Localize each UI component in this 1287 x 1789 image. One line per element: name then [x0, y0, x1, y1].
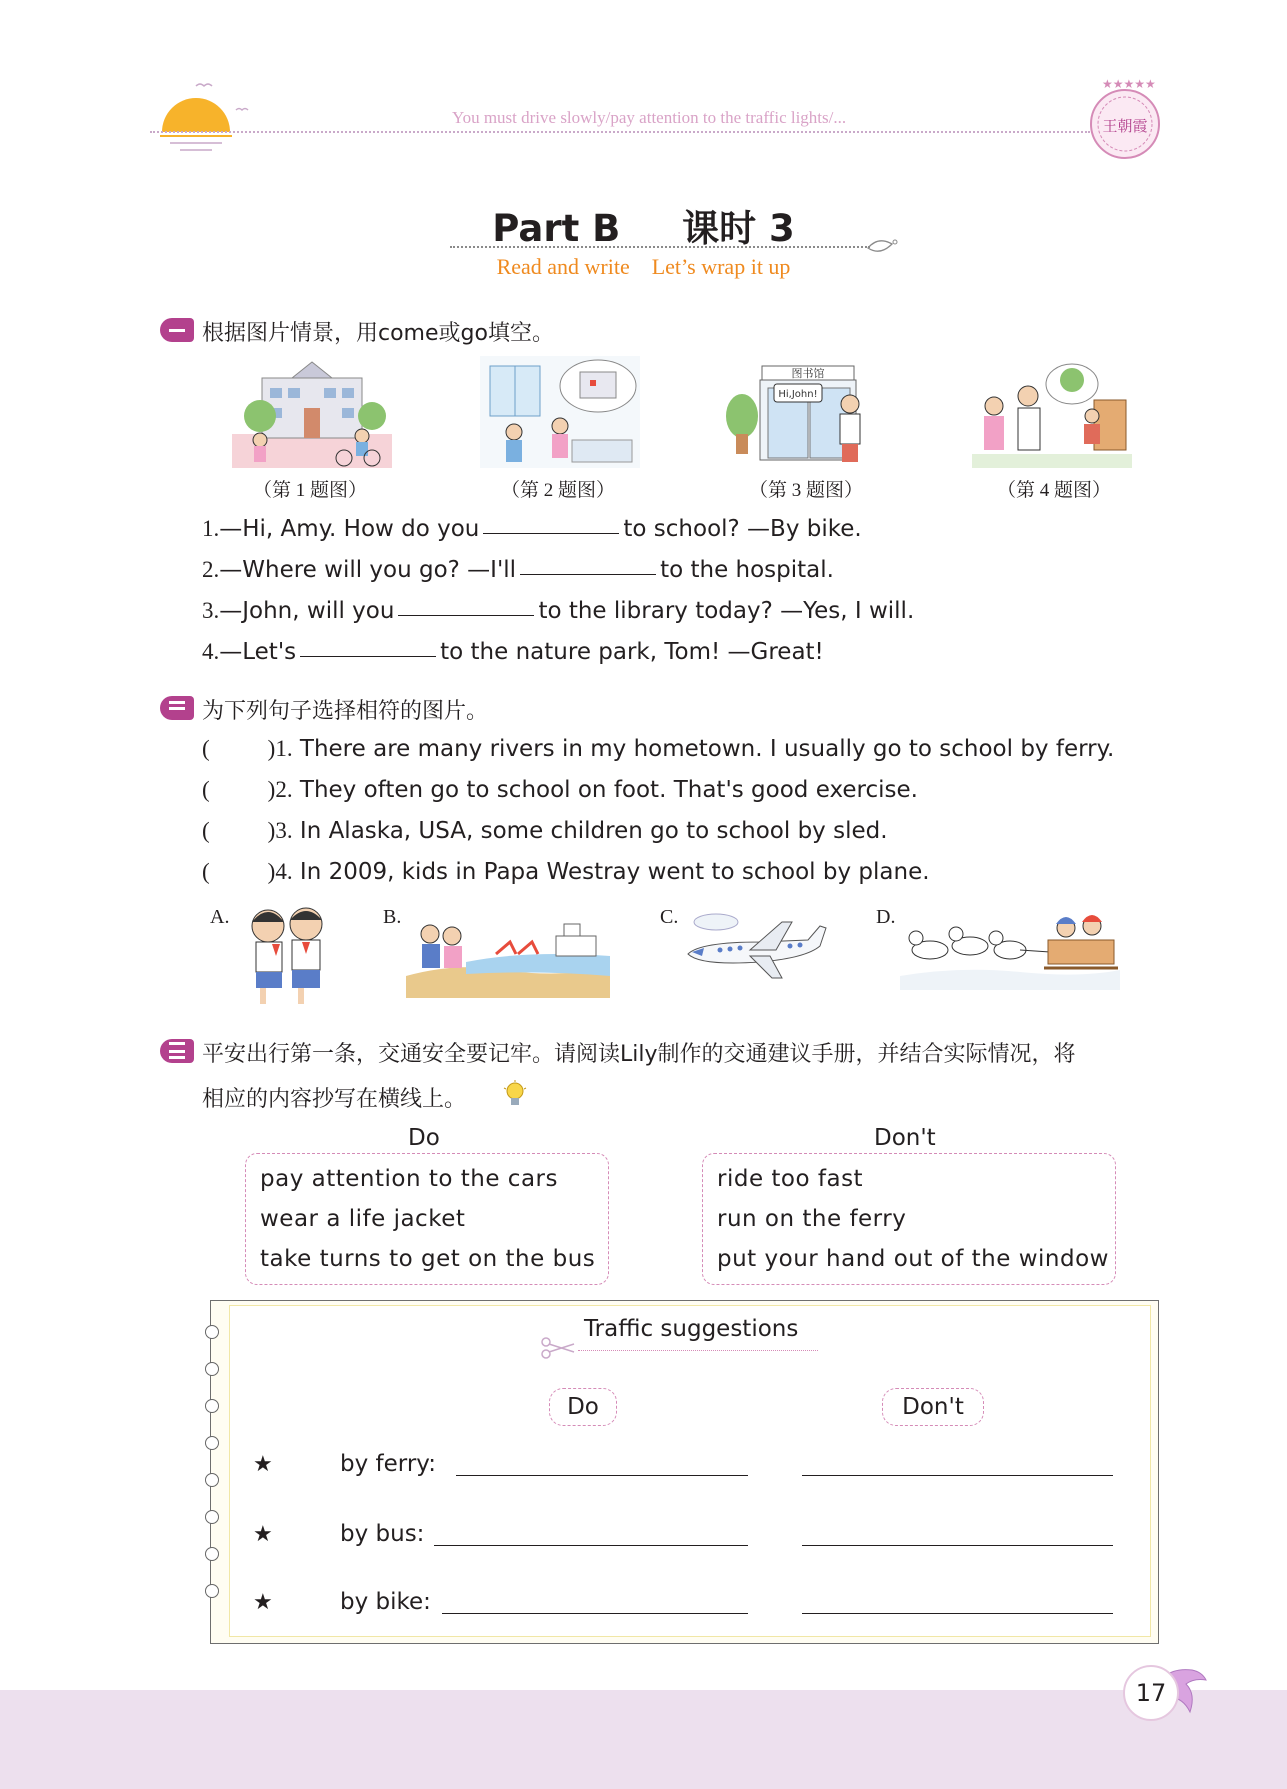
match-item-3-open: (	[202, 818, 210, 843]
option-c-label: C.	[660, 906, 679, 928]
match-item-2-open: (	[202, 777, 210, 802]
section-1-instruction: 根据图片情景，用come或go填空。	[202, 321, 554, 346]
library-sign: 图书馆	[791, 367, 825, 380]
match-item-4-text: In 2009, kids in Papa Westray went to school by plane.	[299, 859, 930, 885]
section-3-instruction-line-1: 平安出行第一条，交通安全要记牢。请阅读Lily制作的交通建议手册，并结合实际情况，将	[202, 1042, 1076, 1067]
match-item-2-text: They often go to school on foot. That's good exercise.	[299, 777, 918, 803]
row-2-star: ★	[253, 1522, 273, 1547]
row-1-dont-line[interactable]	[802, 1474, 1113, 1476]
sunset-decoration	[150, 80, 260, 155]
match-item-1-text: There are many rivers in my hometown. I usually go to school by ferry.	[299, 736, 1115, 762]
question-1-number: 1.	[202, 516, 220, 541]
header-divider	[150, 131, 1090, 133]
question-1-after: to school? —By bike.	[623, 516, 862, 542]
lesson-subtitle: Read and write Let’s wrap it up	[496, 254, 791, 279]
brand-logo-text: 王朝霞	[1102, 117, 1148, 135]
notebook-ring	[205, 1473, 219, 1487]
match-item-1	[202, 736, 1114, 762]
question-4-after: to the nature park, Tom! —Great!	[440, 639, 824, 665]
row-3-dont-line[interactable]	[802, 1612, 1113, 1614]
option-d-label: D.	[876, 906, 896, 928]
notebook-title-underline	[578, 1350, 818, 1351]
match-item-3-number: )3.	[267, 818, 293, 843]
notebook-ring	[205, 1547, 219, 1561]
notebook-ring	[205, 1510, 219, 1524]
section-2-badge	[160, 696, 194, 720]
notebook-ring	[205, 1399, 219, 1413]
question-2-number: 2.	[202, 557, 220, 582]
section-3-instruction-line-2: 相应的内容抄写在横线上。	[202, 1087, 467, 1112]
question-3-after: to the library today? —Yes, I will.	[538, 598, 915, 624]
match-item-3	[202, 818, 888, 844]
title-divider	[450, 246, 870, 248]
row-3-do-line[interactable]	[442, 1612, 748, 1614]
match-item-2-number: )2.	[267, 777, 293, 802]
question-2-blank[interactable]	[520, 573, 656, 575]
row-2-label: by bus:	[340, 1521, 425, 1547]
match-item-1-open: (	[202, 736, 210, 761]
caption-3: （第 3 题图）	[748, 480, 863, 501]
notebook-ring	[205, 1436, 219, 1450]
question-3-before: —John, will you	[219, 598, 395, 624]
scissors-icon	[540, 1336, 580, 1360]
do-title: Do	[408, 1125, 440, 1151]
option-a-walking-picture	[236, 900, 336, 1010]
notebook-do-label: Do	[549, 1388, 617, 1426]
picture-3-library	[722, 356, 888, 468]
question-3-number: 3.	[202, 598, 220, 623]
do-item-2: wear a life jacket	[260, 1206, 466, 1232]
question-4-before: —Let's	[219, 639, 297, 665]
option-b-label: B.	[383, 906, 402, 928]
option-b-ferry-picture	[406, 906, 610, 998]
picture-4-nature-park	[972, 356, 1132, 468]
caption-1: （第 1 题图）	[252, 480, 367, 501]
notebook-ring	[205, 1325, 219, 1339]
match-item-4	[202, 859, 930, 885]
lesson-title	[0, 198, 1287, 252]
dont-title: Don't	[874, 1125, 936, 1151]
match-item-4-open: (	[202, 859, 210, 884]
picture-1-school	[232, 356, 392, 468]
speech-bubble-text: Hi,John!	[778, 389, 818, 400]
dont-item-1: ride too fast	[717, 1166, 864, 1192]
dont-item-2: run on the ferry	[717, 1206, 907, 1232]
row-1-do-line[interactable]	[456, 1474, 748, 1476]
question-1-before: —Hi, Amy. How do you	[219, 516, 480, 542]
caption-2: （第 2 题图）	[500, 480, 615, 501]
row-3-label: by bike:	[340, 1589, 431, 1615]
question-3-blank[interactable]	[398, 614, 534, 616]
question-4-number: 4.	[202, 639, 220, 664]
question-1	[202, 516, 862, 542]
row-1-star: ★	[253, 1452, 273, 1477]
question-4-blank[interactable]	[300, 655, 436, 657]
match-item-1-number: )1.	[267, 736, 293, 761]
do-item-1: pay attention to the cars	[260, 1166, 558, 1192]
section-3-badge	[160, 1039, 194, 1063]
picture-2-hospital	[480, 356, 640, 468]
option-c-plane-picture	[680, 900, 830, 990]
footer-band	[0, 1690, 1287, 1789]
notebook-dont-label: Don't	[882, 1388, 984, 1426]
question-4	[202, 639, 824, 665]
question-2-after: to the hospital.	[660, 557, 834, 583]
lightbulb-icon	[502, 1080, 528, 1110]
notebook-ring	[205, 1584, 219, 1598]
title-lesson: 课时 3	[682, 207, 795, 250]
match-item-2	[202, 777, 918, 803]
section-1-badge	[160, 318, 194, 342]
question-2-before: —Where will you go? —I'll	[219, 557, 517, 583]
notebook-ring	[205, 1362, 219, 1376]
section-2-instruction: 为下列句子选择相符的图片。	[202, 699, 489, 724]
page-number: 17	[1123, 1665, 1179, 1721]
option-a-label: A.	[210, 906, 230, 928]
header-running-text: You must drive slowly/pay attention to the traffic lights/...	[452, 108, 847, 127]
svg-text:★★★★★: ★★★★★	[1102, 77, 1156, 91]
row-3-star: ★	[253, 1590, 273, 1615]
option-d-sled-picture	[900, 900, 1120, 990]
match-item-4-number: )4.	[267, 859, 293, 884]
caption-4: （第 4 题图）	[996, 480, 1111, 501]
match-item-3-text: In Alaska, USA, some children go to school by sled.	[299, 818, 888, 844]
question-1-blank[interactable]	[483, 532, 619, 534]
brand-logo	[1080, 74, 1170, 164]
title-part: Part B	[492, 207, 621, 250]
dont-item-3: put your hand out of the window	[717, 1246, 1109, 1272]
row-1-label: by ferry:	[340, 1451, 436, 1477]
row-2-do-line[interactable]	[434, 1544, 748, 1546]
row-2-dont-line[interactable]	[802, 1544, 1113, 1546]
do-item-3: take turns to get on the bus	[260, 1246, 596, 1272]
question-2	[202, 557, 834, 583]
notebook-title: Traffic suggestions	[584, 1316, 799, 1342]
question-3	[202, 598, 914, 624]
